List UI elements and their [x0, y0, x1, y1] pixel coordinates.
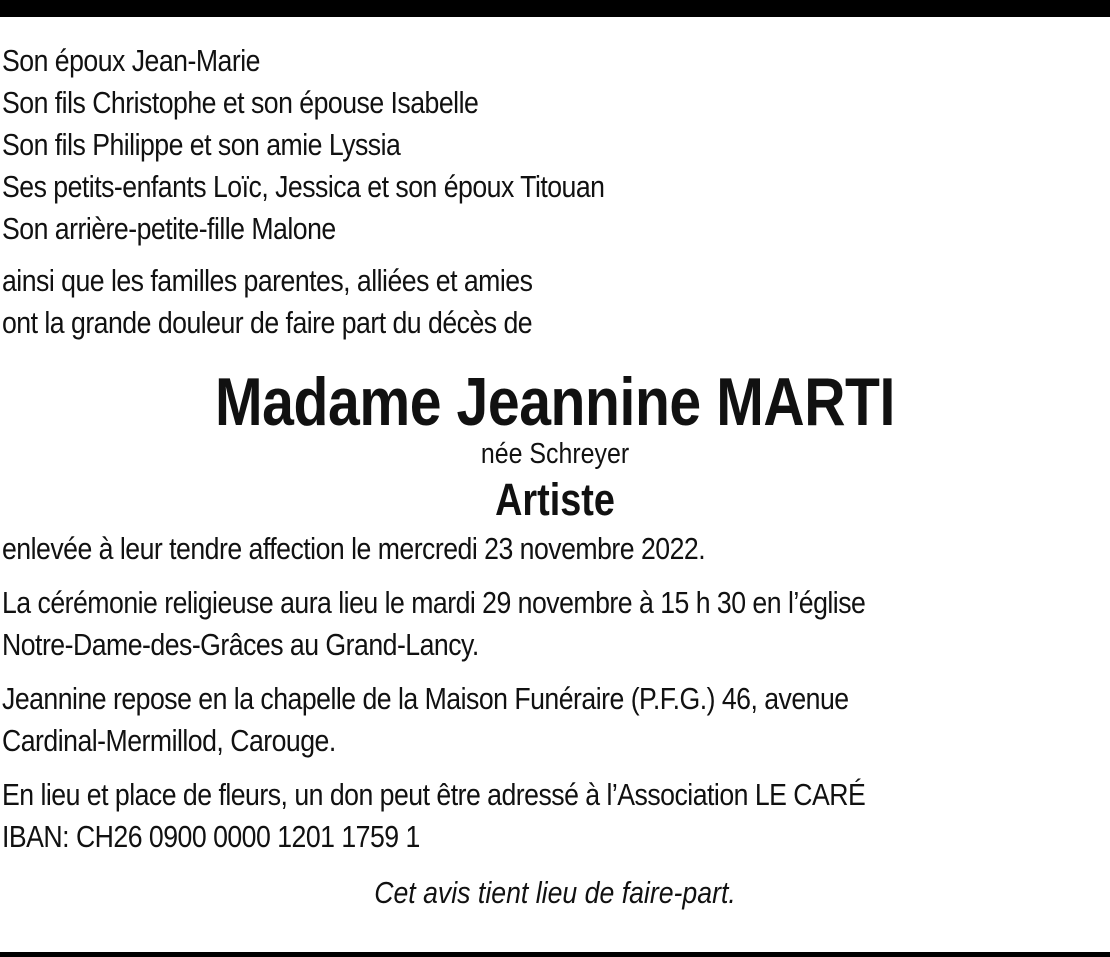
deceased-block [2, 364, 1108, 528]
family-list [2, 40, 1108, 250]
family-line-great-granddaughter: Son arrière-petite-fille Malone [2, 211, 336, 246]
intro-line-families: ainsi que les familles parentes, alliées et amies [2, 263, 533, 298]
death-line: enlevée à leur tendre affection le mercredi 23 novembre 2022. [2, 531, 706, 566]
intro-text [2, 260, 1108, 344]
deceased-name: Madame Jeannine MARTI [215, 364, 895, 440]
top-border-rule [0, 0, 1110, 17]
closing-note: Cet avis tient lieu de faire-part. [374, 875, 736, 910]
donation-line-1: En lieu et place de fleurs, un don peut être adressé à l’Association LE CARÉ [2, 777, 866, 812]
family-line-son-philippe: Son fils Philippe et son amie Lyssia [2, 127, 401, 162]
death-statement [2, 528, 1108, 570]
iban-line: IBAN: CH26 0900 0000 1201 1759 1 [2, 819, 420, 854]
donation-paragraph [2, 774, 1108, 858]
ceremony-paragraph [2, 582, 1108, 666]
repose-paragraph [2, 678, 1108, 762]
family-line-son-christophe: Son fils Christophe et son épouse Isabelle [2, 85, 479, 120]
ceremony-line-1: La cérémonie religieuse aura lieu le mardi 29 novembre à 15 h 30 en l’église [2, 585, 866, 620]
ceremony-line-2: Notre-Dame-des-Grâces au Grand-Lancy. [2, 627, 479, 662]
family-line-grandchildren: Ses petits-enfants Loïc, Jessica et son époux Titouan [2, 169, 605, 204]
repose-line-2: Cardinal-Mermillod, Carouge. [2, 723, 336, 758]
repose-line-1: Jeannine repose en la chapelle de la Maison Funéraire (P.F.G.) 46, avenue [2, 681, 849, 716]
family-line-spouse: Son époux Jean-Marie [2, 43, 260, 78]
obituary-notice [2, 40, 1108, 914]
bottom-border-rule [0, 952, 1110, 957]
maiden-name: née Schreyer [480, 438, 630, 470]
profession: Artiste [495, 474, 615, 525]
intro-line-announcement: ont la grande douleur de faire part du décès de [2, 305, 533, 340]
